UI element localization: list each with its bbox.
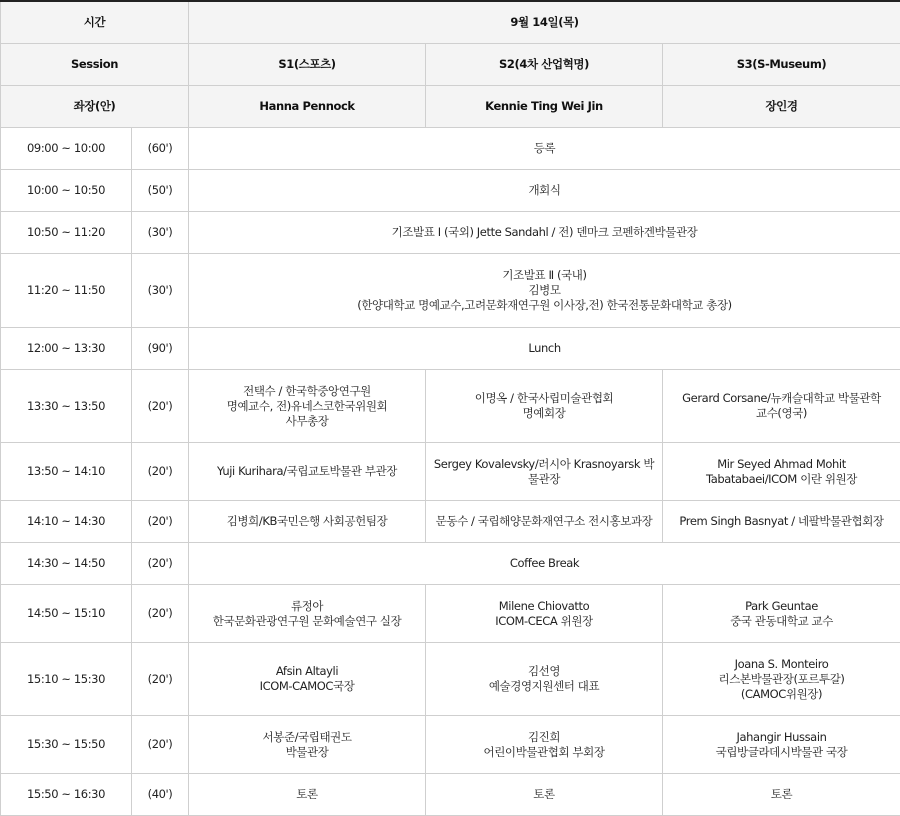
- speaker-s3-line: Gerard Corsane/뉴캐슬대학교 박물관학: [667, 391, 896, 406]
- speaker-s1: [189, 585, 426, 643]
- plenary-session: [189, 128, 900, 170]
- speaker-s3-line: 중국 관동대학교 교수: [667, 614, 896, 629]
- schedule-row: [1, 443, 900, 501]
- chair-header: 좌장(안): [1, 86, 189, 128]
- speaker-s3-line: (CAMOC위원장): [667, 687, 896, 702]
- speaker-s2-line: 명예회장: [430, 406, 658, 421]
- speaker-s2-line: ICOM-CECA 위원장: [430, 614, 658, 629]
- duration: (20'): [132, 501, 189, 543]
- time-slot: 09:00 ~ 10:00: [1, 128, 132, 170]
- time-header: 시간: [1, 1, 189, 44]
- schedule-row: [1, 128, 900, 170]
- header-row-session: [1, 44, 900, 86]
- plenary-session: [189, 543, 900, 585]
- speaker-s1-line: 명예교수, 전)유네스코한국위원회: [193, 399, 421, 414]
- speaker-s2: [426, 774, 663, 816]
- plenary-session-line: 등록: [193, 141, 896, 156]
- speaker-s2: [426, 370, 663, 443]
- speaker-s2: [426, 716, 663, 774]
- schedule-row: [1, 543, 900, 585]
- plenary-session-line: 개회식: [193, 183, 896, 198]
- time-slot: 12:00 ~ 13:30: [1, 328, 132, 370]
- duration: (90'): [132, 328, 189, 370]
- speaker-s3: [663, 501, 900, 543]
- schedule-body: [1, 128, 900, 816]
- speaker-s1-line: Yuji Kurihara/국립교토박물관 부관장: [193, 464, 421, 479]
- duration: (20'): [132, 443, 189, 501]
- speaker-s3-line: Mir Seyed Ahmad Mohit: [667, 457, 896, 472]
- time-slot: 13:30 ~ 13:50: [1, 370, 132, 443]
- speaker-s1: [189, 501, 426, 543]
- time-slot: 14:10 ~ 14:30: [1, 501, 132, 543]
- speaker-s2-line: 어린이박물관협회 부회장: [430, 745, 658, 760]
- session-s1: S1(스포츠): [189, 44, 426, 86]
- speaker-s1-line: 토론: [193, 787, 421, 802]
- speaker-s1-line: Afsin Altayli: [193, 664, 421, 679]
- time-slot: 14:50 ~ 15:10: [1, 585, 132, 643]
- speaker-s3-line: 교수(영국): [667, 406, 896, 421]
- speaker-s1-line: 서봉준/국립태권도: [193, 730, 421, 745]
- time-slot: 10:50 ~ 11:20: [1, 212, 132, 254]
- plenary-session-line: 기조발표 Ⅱ (국내): [193, 268, 896, 283]
- speaker-s1-line: 전택수 / 한국학중앙연구원: [193, 384, 421, 399]
- speaker-s3-line: 리스본박물관장(포르투갈): [667, 672, 896, 687]
- schedule-row: [1, 212, 900, 254]
- schedule-row: [1, 170, 900, 212]
- duration: (60'): [132, 128, 189, 170]
- duration: (20'): [132, 716, 189, 774]
- plenary-session-line: Lunch: [193, 341, 896, 356]
- speaker-s1: [189, 443, 426, 501]
- time-slot: 13:50 ~ 14:10: [1, 443, 132, 501]
- duration: (40'): [132, 774, 189, 816]
- speaker-s3-line: Joana S. Monteiro: [667, 657, 896, 672]
- speaker-s3-line: Park Geuntae: [667, 599, 896, 614]
- duration: (20'): [132, 543, 189, 585]
- time-slot: 10:00 ~ 10:50: [1, 170, 132, 212]
- header-row-chair: [1, 86, 900, 128]
- time-slot: 15:30 ~ 15:50: [1, 716, 132, 774]
- chair-s3: 장인경: [663, 86, 900, 128]
- speaker-s2-line: 토론: [430, 787, 658, 802]
- speaker-s2-line: 문동수 / 국립해양문화재연구소 전시홍보과장: [430, 514, 658, 529]
- duration: (30'): [132, 254, 189, 328]
- speaker-s2-line: Milene Chiovatto: [430, 599, 658, 614]
- plenary-session: [189, 212, 900, 254]
- speaker-s3: [663, 443, 900, 501]
- plenary-session-line: 기조발표 Ⅰ (국외) Jette Sandahl / 전) 덴마크 코펜하겐박물관장: [193, 225, 896, 240]
- session-header: Session: [1, 44, 189, 86]
- speaker-s2-line: 김선영: [430, 664, 658, 679]
- schedule-row: [1, 370, 900, 443]
- speaker-s2: [426, 501, 663, 543]
- schedule-row: [1, 774, 900, 816]
- date-header: 9월 14일(목): [189, 1, 900, 44]
- duration: (30'): [132, 212, 189, 254]
- speaker-s2-line: Sergey Kovalevsky/러시아 Krasnoyarsk 박: [430, 457, 658, 472]
- duration: (20'): [132, 643, 189, 716]
- speaker-s3-line: Jahangir Hussain: [667, 730, 896, 745]
- speaker-s1: [189, 774, 426, 816]
- speaker-s3-line: Tabatabaei/ICOM 이란 위원장: [667, 472, 896, 487]
- schedule-row: [1, 501, 900, 543]
- schedule-row: [1, 585, 900, 643]
- speaker-s1-line: 박물관장: [193, 745, 421, 760]
- time-slot: 15:50 ~ 16:30: [1, 774, 132, 816]
- speaker-s3: [663, 774, 900, 816]
- speaker-s2-line: 김진희: [430, 730, 658, 745]
- session-s3: S3(S-Museum): [663, 44, 900, 86]
- duration: (50'): [132, 170, 189, 212]
- speaker-s2: [426, 643, 663, 716]
- speaker-s1: [189, 716, 426, 774]
- chair-s1: Hanna Pennock: [189, 86, 426, 128]
- speaker-s1-line: ICOM-CAMOC국장: [193, 679, 421, 694]
- speaker-s1: [189, 370, 426, 443]
- speaker-s1: [189, 643, 426, 716]
- schedule-row: [1, 328, 900, 370]
- speaker-s1-line: 한국문화관광연구원 문화예술연구 실장: [193, 614, 421, 629]
- schedule-row: [1, 643, 900, 716]
- speaker-s2-line: 이명옥 / 한국사립미술관협회: [430, 391, 658, 406]
- duration: (20'): [132, 585, 189, 643]
- speaker-s1-line: 사무총장: [193, 414, 421, 429]
- speaker-s2-line: 예술경영지원센터 대표: [430, 679, 658, 694]
- speaker-s2: [426, 585, 663, 643]
- plenary-session: [189, 254, 900, 328]
- speaker-s2: [426, 443, 663, 501]
- plenary-session: [189, 170, 900, 212]
- speaker-s3-line: 토론: [667, 787, 896, 802]
- speaker-s1-line: 김병희/KB국민은행 사회공헌팀장: [193, 514, 421, 529]
- speaker-s3: [663, 643, 900, 716]
- speaker-s1-line: 류정아: [193, 599, 421, 614]
- duration: (20'): [132, 370, 189, 443]
- speaker-s3-line: 국립방글라데시박물관 국장: [667, 745, 896, 760]
- speaker-s3: [663, 716, 900, 774]
- plenary-session-line: Coffee Break: [193, 556, 896, 571]
- plenary-session-line: 김병모: [193, 283, 896, 298]
- session-s2: S2(4차 산업혁명): [426, 44, 663, 86]
- speaker-s3: [663, 370, 900, 443]
- plenary-session: [189, 328, 900, 370]
- chair-s2: Kennie Ting Wei Jin: [426, 86, 663, 128]
- plenary-session-line: (한양대학교 명예교수,고려문화재연구원 이사장,전) 한국전통문화대학교 총장): [193, 298, 896, 313]
- schedule-row: [1, 254, 900, 328]
- schedule-row: [1, 716, 900, 774]
- time-slot: 14:30 ~ 14:50: [1, 543, 132, 585]
- speaker-s3: [663, 585, 900, 643]
- speaker-s2-line: 물관장: [430, 472, 658, 487]
- speaker-s3-line: Prem Singh Basnyat / 네팔박물관협회장: [667, 514, 896, 529]
- time-slot: 15:10 ~ 15:30: [1, 643, 132, 716]
- time-slot: 11:20 ~ 11:50: [1, 254, 132, 328]
- header-row-date: [1, 1, 900, 44]
